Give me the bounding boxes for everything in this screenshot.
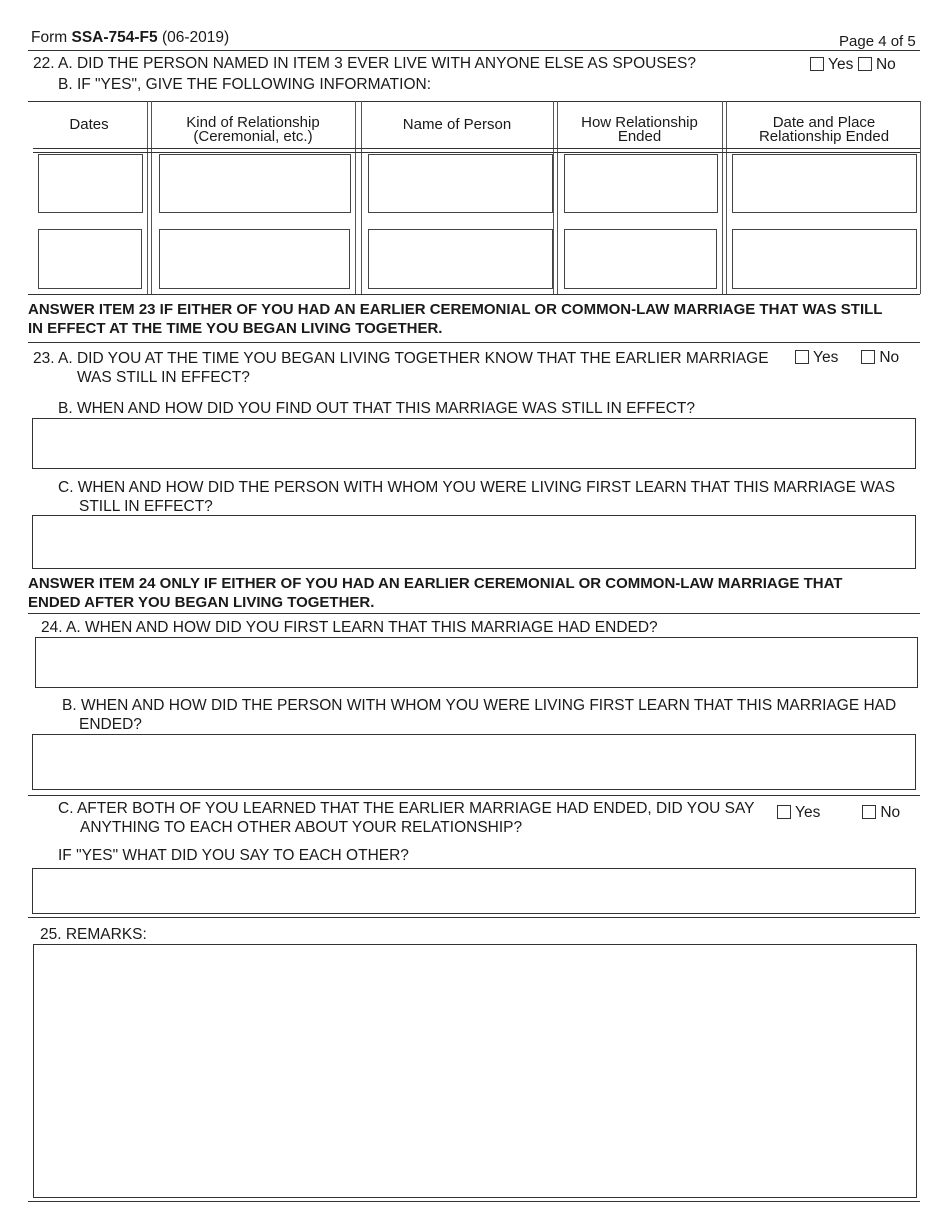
divider: [28, 294, 920, 295]
table-cell-how-ended[interactable]: [564, 154, 718, 213]
col-how-ended-line1: How Relationship: [581, 114, 698, 131]
q23-yes-checkbox[interactable]: [795, 350, 809, 364]
table-cell-dates[interactable]: [38, 154, 143, 213]
q23-yes: [795, 349, 838, 367]
q24a-text: 24. A. WHEN AND HOW DID YOU FIRST LEARN THAT THIS MARRIAGE HAD ENDED?: [41, 619, 658, 636]
instruction-24-line2: ENDED AFTER YOU BEGAN LIVING TOGETHER.: [28, 594, 375, 611]
table-cell-name[interactable]: [368, 154, 553, 213]
form-id: [31, 29, 229, 47]
divider: [28, 342, 920, 343]
q23c-answer-field[interactable]: [32, 515, 916, 569]
table-cell-kind[interactable]: [159, 154, 351, 213]
instruction-23-line2: IN EFFECT AT THE TIME YOU BEGAN LIVING TOGETHER.: [28, 320, 443, 337]
q24b-answer-field[interactable]: [32, 734, 916, 790]
q23-no: [861, 349, 899, 367]
col-date-place: [728, 116, 920, 144]
q22-yes-no: [810, 56, 896, 74]
divider: [28, 50, 920, 51]
col-kind: [153, 116, 353, 144]
q24a-answer-field[interactable]: [35, 637, 918, 688]
form-date: (06-2019): [161, 29, 230, 46]
table-cell-how-ended[interactable]: [564, 229, 717, 289]
q24c-yes: [777, 804, 820, 822]
table-divider: [355, 101, 356, 294]
page-number: Page 4 of 5: [839, 33, 916, 50]
col-how-ended-line2: Ended: [617, 128, 662, 145]
form-number: SSA-754-F5: [71, 29, 158, 46]
q22-yes-checkbox[interactable]: [810, 57, 824, 71]
q23b-answer-field[interactable]: [32, 418, 916, 469]
table-cell-kind[interactable]: [159, 229, 350, 289]
table-cell-date-place[interactable]: [732, 229, 917, 289]
table-divider: [553, 101, 554, 294]
q24c-line1: C. AFTER BOTH OF YOU LEARNED THAT THE EARLIER MARRIAGE HAD ENDED, DID YOU SAY: [58, 800, 755, 817]
q22-no-checkbox[interactable]: [858, 57, 872, 71]
table-header-border: [33, 152, 920, 153]
table-header-border: [33, 148, 920, 149]
table-divider: [361, 101, 362, 294]
col-dates-line1: Dates: [69, 116, 109, 133]
q24c-no: [862, 804, 900, 822]
q24c-if-yes-answer-field[interactable]: [32, 868, 916, 914]
divider: [28, 613, 920, 614]
col-dates: [33, 118, 145, 132]
q23c-line1: C. WHEN AND HOW DID THE PERSON WITH WHOM YOU WERE LIVING FIRST LEARN THAT THIS MARRIAGE WAS: [58, 479, 896, 496]
table-divider: [151, 101, 152, 294]
instruction-23-line1: ANSWER ITEM 23 IF EITHER OF YOU HAD AN EARLIER CEREMONIAL OR COMMON-LAW MARRIAGE THAT WAS STILL: [28, 301, 883, 318]
q23a-line2: WAS STILL IN EFFECT?: [77, 369, 250, 386]
divider: [28, 1201, 920, 1202]
q22b-text: B. IF "YES", GIVE THE FOLLOWING INFORMATION:: [58, 76, 431, 93]
q22-no-label: No: [875, 56, 896, 73]
q23c-line2: STILL IN EFFECT?: [79, 498, 213, 515]
q25-label: 25. REMARKS:: [40, 926, 147, 943]
table-divider: [726, 101, 727, 294]
col-date-place-line2: Relationship Ended: [758, 128, 890, 145]
q24c-line2: ANYTHING TO EACH OTHER ABOUT YOUR RELATIONSHIP?: [80, 819, 523, 836]
q23-no-checkbox[interactable]: [861, 350, 875, 364]
remarks-field[interactable]: [33, 944, 917, 1198]
col-kind-line2: (Ceremonial, etc.): [193, 128, 313, 145]
q24c-no-label: No: [880, 804, 901, 821]
divider: [28, 917, 920, 918]
table-divider: [920, 101, 921, 294]
table-divider: [557, 101, 558, 294]
col-name-line1: Name of Person: [402, 116, 512, 133]
table-cell-dates[interactable]: [38, 229, 142, 289]
table-cell-name[interactable]: [368, 229, 553, 289]
q23-yes-label: Yes: [813, 349, 839, 366]
col-name: [363, 118, 551, 132]
col-kind-line1: Kind of Relationship: [186, 114, 320, 131]
table-divider: [722, 101, 723, 294]
q22-yes-label: Yes: [828, 56, 854, 73]
q23-no-label: No: [879, 349, 900, 366]
q24b-line2: ENDED?: [79, 716, 142, 733]
q22a-text: 22. A. DID THE PERSON NAMED IN ITEM 3 EVER LIVE WITH ANYONE ELSE AS SPOUSES?: [33, 55, 696, 72]
q23b-text: B. WHEN AND HOW DID YOU FIND OUT THAT THIS MARRIAGE WAS STILL IN EFFECT?: [58, 400, 696, 417]
q24b-line1: B. WHEN AND HOW DID THE PERSON WITH WHOM YOU WERE LIVING FIRST LEARN THAT THIS MARRIAGE HAD: [62, 697, 897, 714]
col-how-ended: [559, 116, 720, 144]
table-cell-date-place[interactable]: [732, 154, 917, 213]
q24c-yes-checkbox[interactable]: [777, 805, 791, 819]
table-divider: [147, 101, 148, 294]
q24c-no-checkbox[interactable]: [862, 805, 876, 819]
instruction-24-line1: ANSWER ITEM 24 ONLY IF EITHER OF YOU HAD AN EARLIER CEREMONIAL OR COMMON-LAW MARRIAGE THAT: [28, 575, 843, 592]
table-top-border: [28, 101, 920, 102]
q23a-line1: 23. A. DID YOU AT THE TIME YOU BEGAN LIVING TOGETHER KNOW THAT THE EARLIER MARRIAGE: [33, 350, 769, 367]
q24c-yes-label: Yes: [795, 804, 821, 821]
q24c-if-yes-text: IF "YES" WHAT DID YOU SAY TO EACH OTHER?: [58, 847, 409, 864]
form-prefix: Form: [31, 29, 68, 46]
col-date-place-line1: Date and Place: [772, 114, 876, 131]
divider: [28, 795, 920, 796]
